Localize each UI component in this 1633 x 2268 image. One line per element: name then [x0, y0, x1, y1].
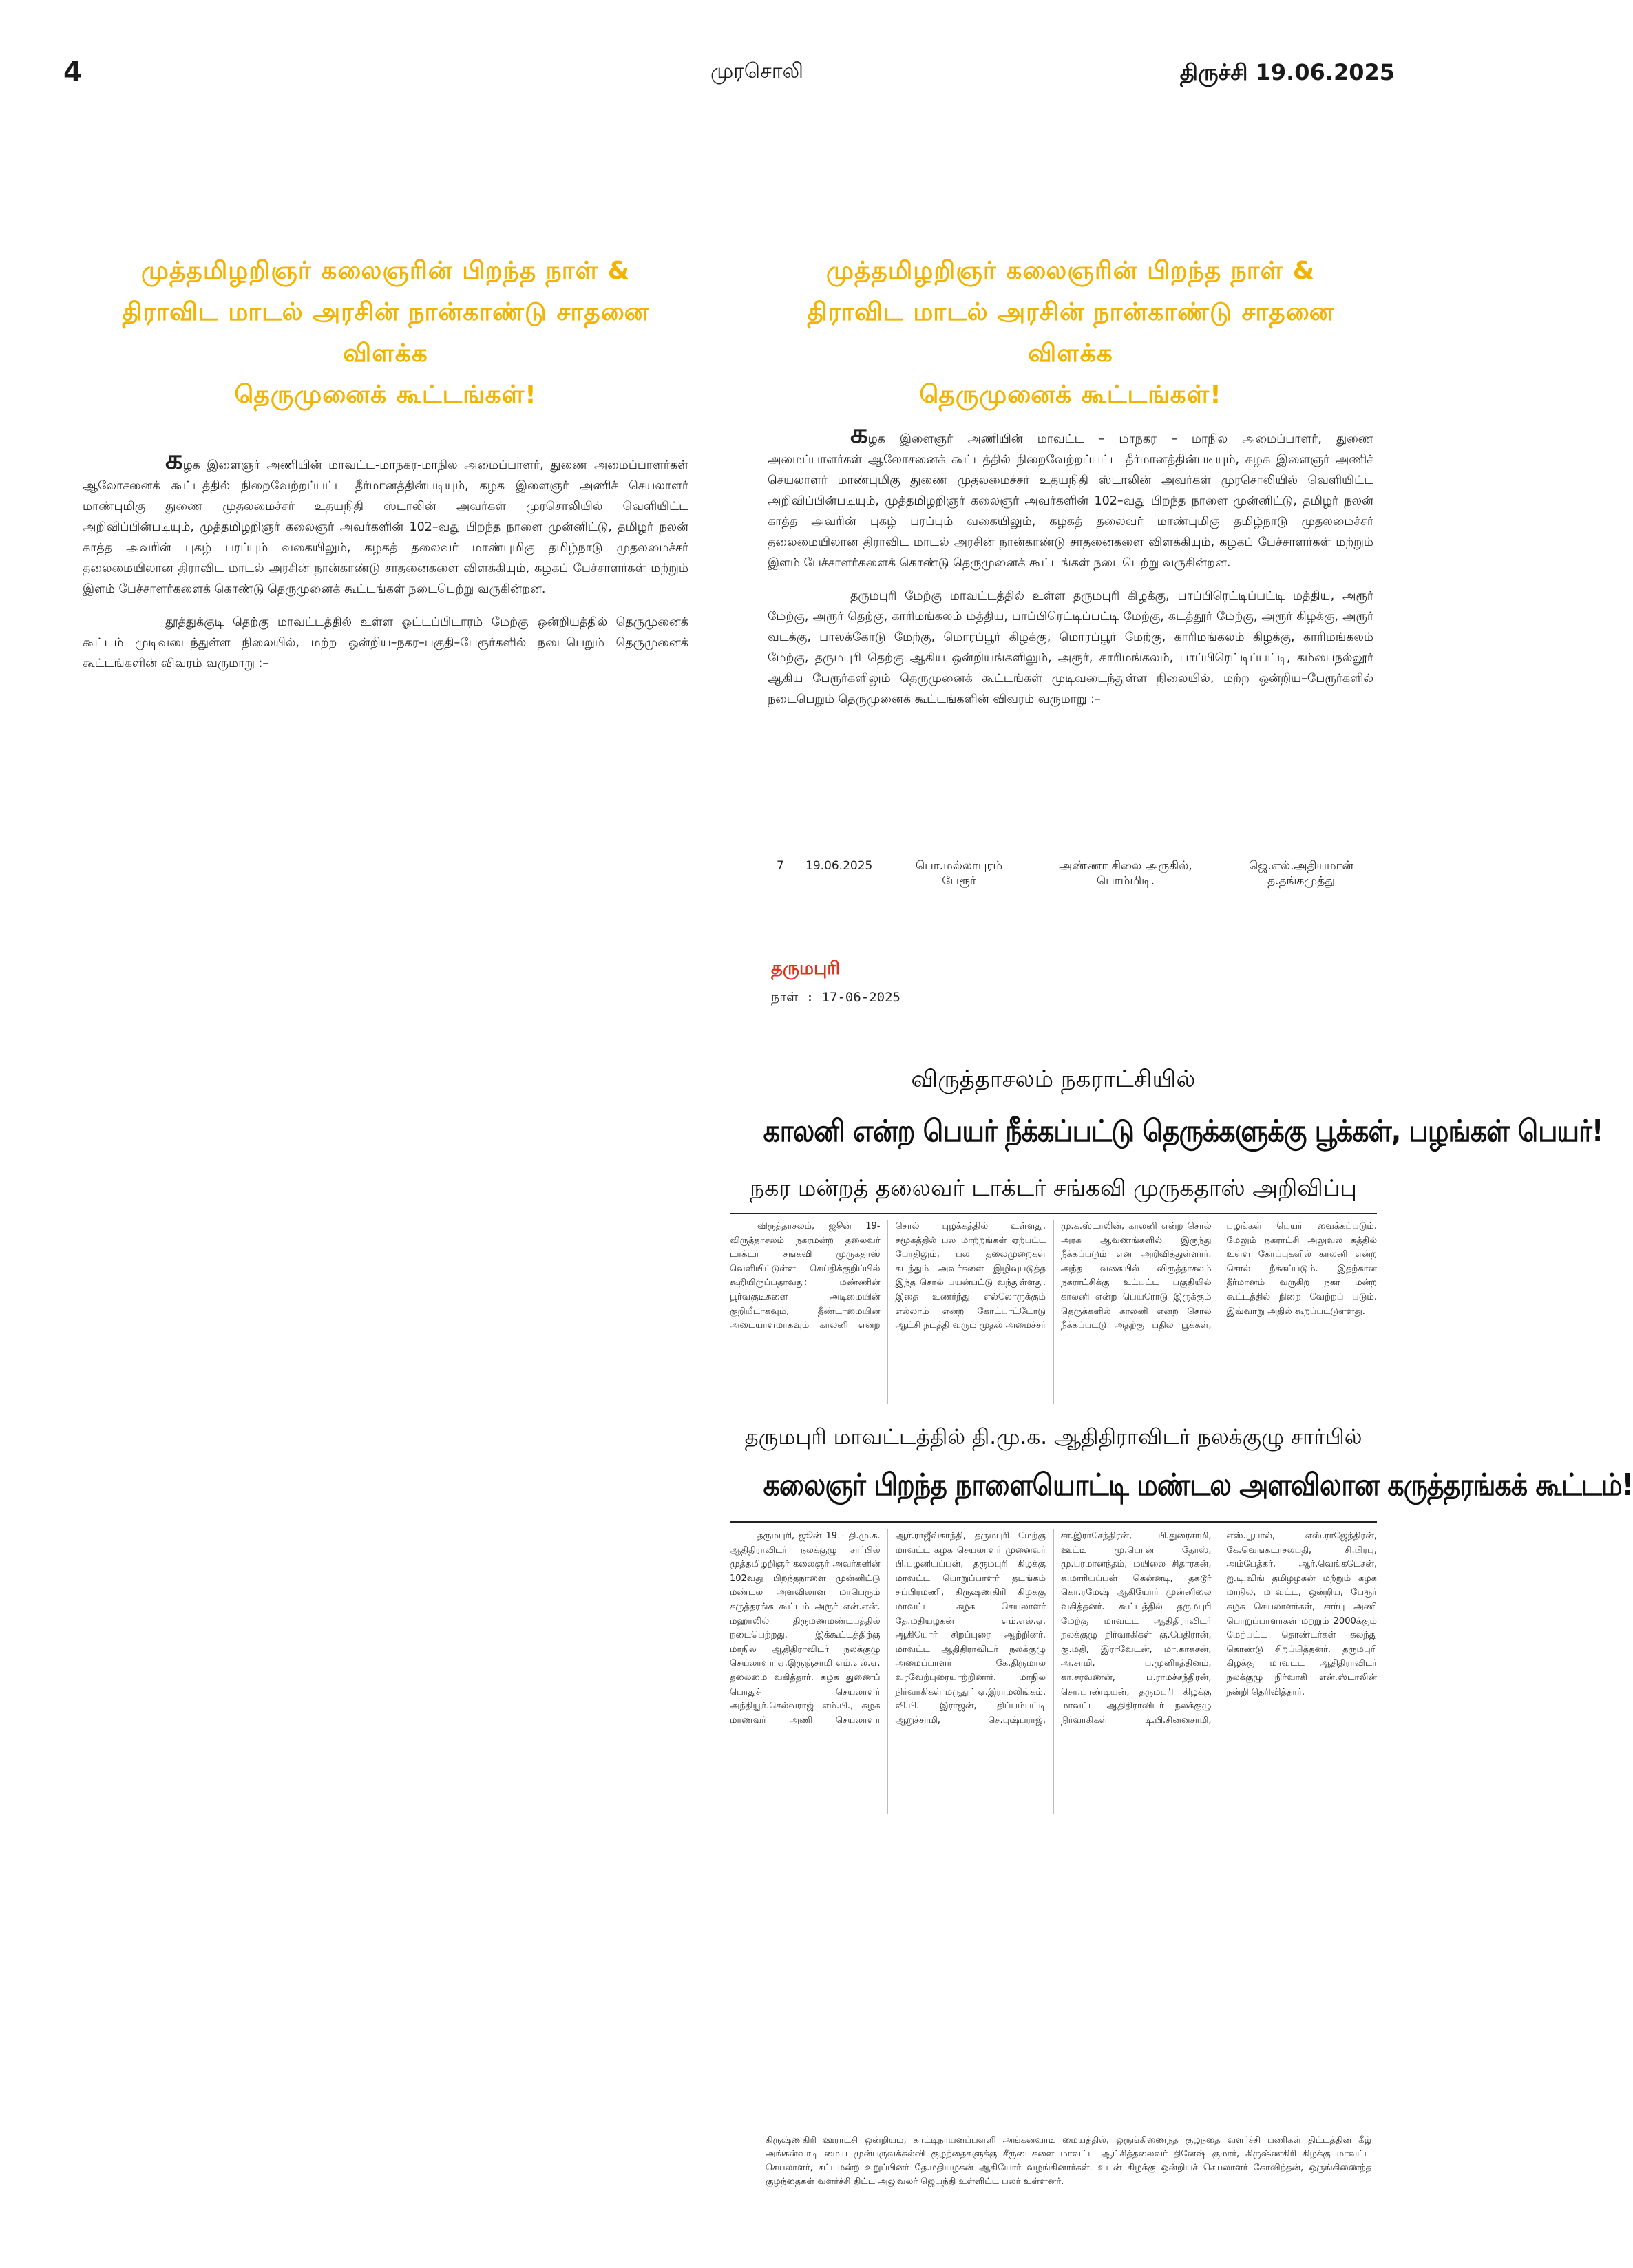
- right-notice-title: [768, 251, 1373, 416]
- left-para-2: தூத்துக்குடி தெற்கு மாவட்டத்தில் உள்ள ஓட்டப்பிடாரம் மேற்கு ஒன்றியத்தில் தெருமுனைக் கூட்டம் முடிவடைந்துள்ள நிலையில், மற்ற ஒன்றிய–நகர–பகுதி–பேரூர்களில் நடைபெறும் தெருமுனைக் கூட்டங்களின் விவரம் வருமாறு :–: [83, 615, 688, 670]
- newspaper-name: முரசொலி: [710, 59, 803, 83]
- article2-kicker: தருமபுரி மாவட்டத்தில் தி.மு.க. ஆதிதிராவிடர் நலக்குழு சார்பில்: [744, 1425, 1362, 1450]
- right-para-1: கழக இளைஞர் அணியின் மாவட்ட – மாநகர – மாநில அமைப்பாளர், துணை அமைப்பாளர்கள் ஆலோசனைக் கூட்டத்தில் நிறைவேற்றப்பட்ட தீர்மானத்தின்படியும், கழக இளைஞர் அணிச் செயலாளர் மாண்புமிகு துணை முதலமைச்சர் உதயநிதி ஸ்டாலின் அவர்கள் முரசொலியில் வெளியிட்ட அறிவிப்பின்படியும், முத்தமிழறிஞர் கலைஞர் அவர்களின் 102–வது பிறந்த நாளை முன்னிட்டு, தமிழர் நலன் காத்த அவரின் புகழ் பரப்பும் வகையிலும், கழகத் தலைவர் மாண்புமிகு தமிழ்நாடு முதலமைச்சர் தலைமையிலான திராவிட மாடல் அரசின் நான்காண்டு சாதனைகளை விளக்கியும், கழகப் பேச்சாளர்கள் மற்றும் இளம் பேச்சாளர்களைக் கொண்டு தெருமுனைக் கூட்டங்கள் நடைபெற்று வருகின்றன.: [768, 418, 1373, 570]
- article2-rule: [730, 1521, 1377, 1523]
- schedule-date: 19.06.2025: [805, 859, 873, 873]
- left-para-1: கழக இளைஞர் அணியின் மாவட்ட-மாநகர-மாநில அமைப்பாளர், துணை அமைப்பாளர்கள் ஆலோசனைக் கூட்டத்தில் நிறைவேற்றப்பட்ட தீர்மானத்தின்படியும், கழக இளைஞர் அணிச் செயலாளர் மாண்புமிகு துணை முதலமைச்சர் உதயநிதி ஸ்டாலின் அவர்கள் முரசொலியில் வெளியிட்ட அறிவிப்பின்படியும், முத்தமிழறிஞர் கலைஞர் அவர்களின் 102–வது பிறந்த நாளை முன்னிட்டு, தமிழர் நலன் காத்த அவரின் புகழ் பரப்பும் வகையிலும், கழகத் தலைவர் மாண்புமிகு தமிழ்நாடு முதலமைச்சர் தலைமையிலான திராவிட மாடல் அரசின் நான்காண்டு சாதனைகளை விளக்கியும், கழகப் பேச்சாளர்கள் மற்றும் இளம் பேச்சாளர்களைக் கொண்டு தெருமுனைக் கூட்டங்கள் நடைபெற்று வருகின்றன.: [83, 444, 688, 596]
- article1-subhead: நகர மன்றத் தலைவர் டாக்டர் சங்கவி முருகதாஸ் அறிவிப்பு: [750, 1174, 1357, 1201]
- right-title-line-3: தெருமுனைக் கூட்டங்கள்!: [919, 381, 1222, 409]
- article2-body: தருமபுரி, ஜூன் 19 - தி.மு.க. ஆதிதிராவிடர் நலக்குழு சார்பில் முத்தமிழறிஞர் கலைஞர் அவர்களின் 102வது பிறந்தநாளை முன்னிட்டு மண்டல அளவிலான மாபெரும் கருத்தரங்க கூட்டம் அரூர் என்.என். மஹாலில் திருமணமண்டபத்தில் நடைபெற்றது. இக்கூட்டத்திற்கு மாநில ஆதிதிராவிடர் நலக்குழு செயலாளர் ஏ.இருஞ்சாமி எம்.எல்.ஏ. தலைமை வகித்தார். கழக துணைப் பொதுச் செயலாளர் அந்தியூர்.செல்வராஜ் எம்.பி., கழக மாணவர் அணி செயலாளர் ஆர்.ராஜீவ்காந்தி, தருமபுரி மேற்கு மாவட்ட கழக செயலாளர் முனைவர் பி.பழனியப்பன், தருமபுரி கிழக்கு மாவட்ட பொறுப்பாளர் தடங்கம் சுப்பிரமணி, கிருஷ்ணகிரி கிழக்கு மாவட்ட கழக செயலாளர் தே.மதியழகன் எம்.எல்.ஏ. ஆகியோர் சிறப்புரை ஆற்றினர். மாவட்ட ஆதிதிராவிடர் நலக்குழு அமைப்பாளர் கே.திருமால் வரவேற்புரையாற்றினார். மாநில நிர்வாகிகள் மருதூர் ஏ.இராமலிங்கம், வி.பி. இராஜன், திப்பம்பட்டி ஆறுச்சாமி, செ.புஷ்பராஜ், சா.இராசேந்திரன், பி.துரைசாமி, ஊட்டி மு.பொன் தோஸ், மு.பரமானந்தம், மயிலை சிதாரகன், சு.மாரியப்பன் கென்னடி, தகடூர் கொ.ரமேஷ் ஆகியோர் முன்னிலை வகித்தனர். கூட்டத்தில் தருமபுரி மேற்கு மாவட்ட ஆதிதிராவிடர் நலக்குழு நிர்வாகிகள் கு.பேதிரான், கு.மதி, இராவேடன், மா.காசுசன், அ.சாமி, ப.முனிரத்தினம், கா.சரவணன், ப.ராமச்சந்திரன், சொ.பாண்டியன், தருமபுரி கிழக்கு மாவட்ட ஆதிதிராவிடர் நலக்குழு நிர்வாகிகள் டி.பி.சின்னசாமி, எஸ்.பூபால், எஸ்.ராஜேந்திரன், கே.வெங்கடாசலபதி, சி.பிரபு, அம்பேத்கர், ஆர்.வெங்கடேசன், ஐ.டி.விங் தமிழழகன் மற்றும் கழக மாநில, மாவட்ட, ஒன்றிய, பேரூர் கழக செயலாளர்கள், சார்பு அணி பொறுப்பாளர்கள் மற்றும் 2000க்கும் மேற்பட்ட தொண்டர்கள் கலந்து கொண்டு சிறப்பித்தனர். தருமபுரி கிழக்கு மாவட்ட ஆதிதிராவிடர் நலக்குழு நிர்வாகி என்.ஸ்டாலின் நன்றி தெரிவித்தார்.: [730, 1531, 1377, 1726]
- right-para-2: தருமபுரி மேற்கு மாவட்டத்தில் உள்ள தருமபுரி கிழக்கு, பாப்பிரெட்டிப்பட்டி மத்திய, அரூர் மேற்கு, அரூர் தெற்கு, காரிமங்கலம் மத்திய, பாப்பிரெட்டிப்பட்டி மேற்கு, கடத்தூர் மேற்கு, அரூர் கிழக்கு, அரூர் வடக்கு, பாலக்கோடு மேற்கு, மொரப்பூர் கிழக்கு, மொரப்பூர் மேற்கு, காரிமங்கலம் கிழக்கு, காரிமங்கலம் மேற்கு, தருமபுரி தெற்கு ஆகிய ஒன்றியங்களிலும், அரூர், காரிமங்கலம், பாப்பிரெட்டிப்பட்டி, கம்பைநல்லூர் ஆகிய பேரூர்களிலும் தெருமுனைக் கூட்டங்கள் முடிவடைந்துள்ள நிலையில், மற்ற ஒன்றிய–பேரூர்களில் நடைபெறும் தெருமுனைக் கூட்டங்களின் விவரம் வருமாறு :–: [768, 589, 1373, 706]
- article1-kicker: விருத்தாசலம் நகராட்சியில்: [911, 1066, 1196, 1093]
- schedule-place: பொ.மல்லாபுரம் பேரூர்: [915, 859, 1003, 888]
- article1-body: விருத்தாசலம், ஜூன் 19- விருத்தாசலம் நகரமன்ற தலைவர் டாக்டர் சங்கவி முருகதாஸ் வெளியிட்டுள்ள செய்திக்குறிப்பில் கூறியிருப்பதாவது: மண்ணின் பூர்வகுடிகளை அடிமையின் குறியீடாகவும், தீண்டாமையின் அடையாளமாகவும் காலனி என்ற சொல் புழக்கத்தில் உள்ளது. சமூகத்தில் பல மாற்றங்கள் ஏற்பட்ட போதிலும், பல தலைமுறைகள் கடந்தும் அவர்களை இழிவுபடுத்த இந்த சொல் பயன்பட்டு வந்துள்ளது. இதை உணர்ந்து எல்லோருக்கும் எல்லாம் என்ற கோட்பாட்டோடு ஆட்சி நடத்தி வரும் முதல் அமைச்சர் மு.க.ஸ்டாலின், காலனி என்ற சொல் அரசு ஆவணங்களில் இருந்து நீக்கப்படும் என அறிவித்துள்ளார். அந்த வகையில் விருத்தாசலம் நகராட்சிக்கு உட்பட்ட பகுதியில் காலனி என்ற பெயரோடு இருக்கும் தெருக்களில் காலனி என்ற சொல் நீக்கப்பட்டு அதற்கு பதில் பூக்கள், பழங்கள் பெயர் வைக்கப்படும். மேலும் நகராட்சி அலுவல கத்தில் உள்ள கோப்புகளில் காலனி என்ற சொல் நீக்கப்படும். இதற்கான தீர்மானம் வருகிற நகர மன்ற கூட்டத்தில் நிறை வேற்றப் படும். இவ்வாறு அதில் கூறப்பட்டுள்ளது.: [730, 1221, 1377, 1331]
- schedule-speakers: ஜெ.எல்.அதியமான் த.தங்கமுத்து: [1248, 859, 1354, 888]
- right-dropcap: க: [850, 418, 868, 449]
- district-label: தருமபுரி: [771, 958, 841, 979]
- left-title-line-3: தெருமுனைக் கூட்டங்கள்!: [234, 381, 537, 409]
- right-notice-body: [768, 418, 1373, 722]
- article1-headline: காலனி என்ற பெயர் நீக்கப்பட்டு தெருக்களுக்கு பூக்கள், பழங்கள் பெயர்!: [763, 1114, 1603, 1149]
- right-title-line-2: திராவிட மாடல் அரசின் நான்காண்டு சாதனை விளக்க: [807, 298, 1334, 368]
- date-line: நாள் : 17-06-2025: [771, 990, 900, 1005]
- schedule-no: 7: [777, 859, 784, 873]
- left-dropcap: க: [165, 444, 183, 476]
- left-notice-title: [83, 251, 688, 416]
- left-title-line-1: முத்தமிழறிஞர் கலைஞரின் பிறந்த நாள் &: [140, 257, 630, 285]
- article1-rule: [730, 1213, 1377, 1214]
- left-title-line-2: திராவிட மாடல் அரசின் நான்காண்டு சாதனை விளக்க: [122, 298, 649, 368]
- article2-headline: கலைஞர் பிறந்த நாளையொட்டி மண்டல அளவிலான கருத்தரங்கக் கூட்டம்!: [763, 1467, 1633, 1503]
- edition-date: திருச்சி 19.06.2025: [1179, 59, 1395, 85]
- schedule-venue: அண்ணா சிலை அருகில், பொம்மிடி.: [1059, 859, 1192, 888]
- page-number: 4: [63, 56, 83, 88]
- right-title-line-1: முத்தமிழறிஞர் கலைஞரின் பிறந்த நாள் &: [825, 257, 1315, 285]
- photo-caption: கிருஷ்ணகிரி ஊராட்சி ஒன்றியம், காட்டிநாயனப்பள்ளி அங்கன்வாடி மையத்தில், ஒருங்கிணைந்த குழந்தை வளர்ச்சி பணிகள் திட்டத்தின் கீழ் அங்கன்வாடி மைய முன்பருவக்கல்வி குழந்தைகளுக்கு சீருடைகளை மாவட்ட ஆட்சித்தலைவர் தினேஷ் குமார், கிருஷ்ணகிரி கிழக்கு மாவட்ட செயலாளர், சட்டமன்ற உறுப்பினர் தே.மதியழகன் ஆகியோர் வழங்கினார்கள். உடன் கிழக்கு ஒன்றியச் செயலாளர் கோவிந்தன், ஒருங்கிணைந்த குழந்தைகள் வளர்ச்சி திட்ட அலுவலர் ஜெயந்தி உள்ளிட்ட பலர் உள்ளனர்.: [766, 2135, 1371, 2187]
- left-notice-body: [83, 444, 688, 686]
